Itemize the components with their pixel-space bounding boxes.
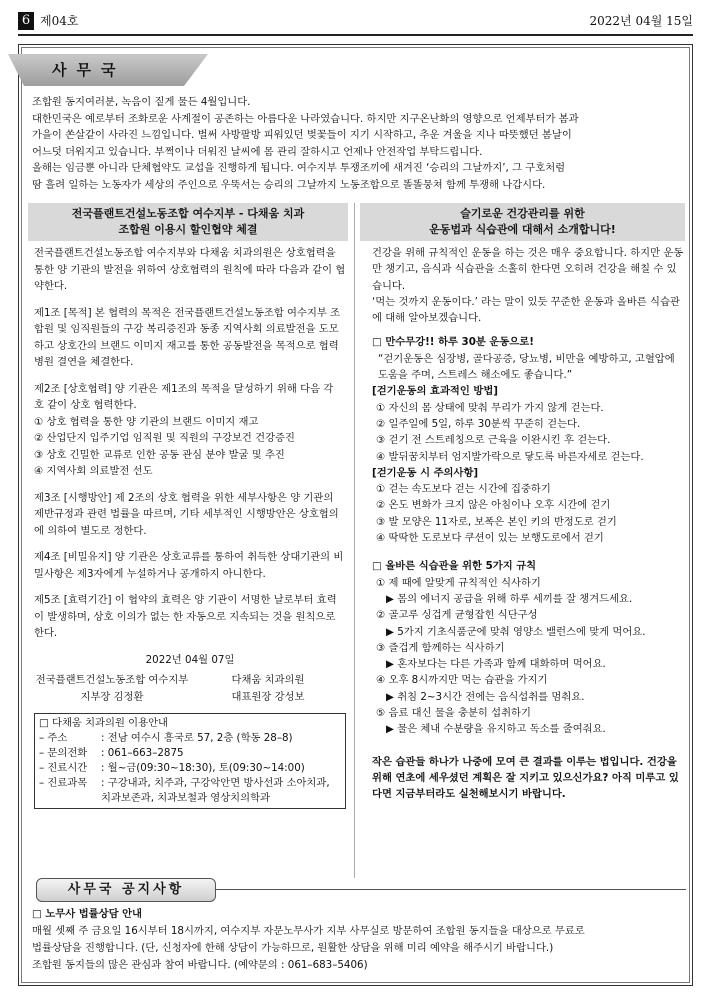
clinic-info-key: – 진료시간 bbox=[39, 762, 88, 774]
closing-message: 작은 습관들 하나가 나중에 모여 큰 결과를 이루는 법입니다. 건강을 위해 연초에 세우셨던 계획은 잘 지키고 있으신가요? 아직 미루고 있다면 지금부터라도 실천해보시기 바랍니다. bbox=[372, 755, 679, 801]
right-heading-line: 슬기로운 건강관리를 위한 bbox=[460, 207, 585, 220]
signer-clinic-org: 다채움 치과의원 bbox=[231, 674, 305, 686]
article-2-item: ③ 상호 긴밀한 교류로 인한 공동 관심 분야 발굴 및 추진 bbox=[34, 448, 285, 461]
right-column-heading bbox=[360, 203, 685, 241]
intro-line: 올해는 임금뿐 아니라 단체협약도 교섭을 진행하게 됩니다. 여수지부 투쟁조끼에 새겨진 ‘승리의 그날까지’, 그 구호처럼 bbox=[32, 162, 566, 174]
sign-date: 2022년 04월 07일 bbox=[145, 653, 235, 666]
diet-rule: ② 골고루 싱겁게 균형잡힌 식단구성 bbox=[376, 609, 538, 622]
diet-rule: ③ 즐겁게 함께하는 식사하기 bbox=[376, 641, 505, 654]
agreement-paragraph: 제1조 [목적] 본 협력의 목적은 전국플랜트건설노동조합 여수지부 조합원 및 임직원들의 구강 복리증진과 동종 지역사회 의료발전을 도모하고 상호간의 브랜드 이미지 재고를 통한 공동발전을 목적으로 협력병원 결연을 체결한다. bbox=[34, 306, 341, 368]
clinic-info-box bbox=[34, 713, 346, 809]
clinic-info-row bbox=[39, 746, 341, 761]
agreement-paragraph: 전국플랜트건설노동조합 여수지부와 다채움 치과의원은 상호협력을 통한 양 기관의 발전을 위하여 상호협력의 원칙에 따라 다음과 같이 협약한다. bbox=[34, 247, 346, 292]
agreement-paragraph: 제3조 [시행방안] 제 2조의 상호 협력을 위한 세부사항은 양 기관의 제반규정과 관련 법률을 따르며, 기타 세부적인 시행방안은 상호협의에 의하여 별도로 정한다. bbox=[34, 491, 339, 537]
clinic-info-row bbox=[39, 761, 341, 776]
clinic-info-title: □ 다채움 치과의원 이용안내 bbox=[39, 717, 168, 729]
clinic-info-key: – 주소 bbox=[39, 732, 68, 744]
agreement-article bbox=[34, 245, 346, 809]
clinic-info-value: : 구강내과, 치주과, 구강악안면 방사선과 소아치과, 치과보존과, 치과보철과 영상치의학과 bbox=[101, 777, 330, 804]
left-heading-line: 전국플랜트건설노동조합 여수지부 - 다채움 치과 bbox=[71, 207, 305, 220]
section-tab bbox=[8, 54, 208, 86]
intro-line: 땀 흘려 일하는 노동자가 세상의 주인으로 우뚝서는 승리의 그날까지 노동조합으로 똘똘뭉쳐 함께 투쟁해 나갑시다. bbox=[32, 178, 546, 191]
clinic-info-row bbox=[39, 731, 341, 746]
article-2 bbox=[34, 381, 346, 480]
exercise-title: □ 만수무강!! 하루 30분 운동으로! bbox=[372, 336, 534, 349]
signer-clinic bbox=[190, 672, 346, 705]
diet-rule: ④ 오후 8시까지만 먹는 습관을 가지기 bbox=[376, 674, 548, 687]
issue-number: 제04호 bbox=[40, 14, 79, 28]
page-number: 6 bbox=[18, 12, 34, 30]
article-2-item: ④ 지역사회 의료발전 선도 bbox=[34, 465, 153, 477]
diet-rule-detail: ▶ 혼자보다는 다른 가족과 함께 대화하며 먹어요. bbox=[386, 658, 606, 671]
diet-rule-detail: ▶ 취침 2~3시간 전에는 음식섭취를 멈춰요. bbox=[386, 690, 585, 703]
notice-body bbox=[32, 906, 682, 974]
caution-item: ② 온도 변화가 크지 않은 아침이나 오후 시간에 걷기 bbox=[376, 499, 611, 512]
signer-union-name: 지부장 김정환 bbox=[80, 690, 144, 703]
left-column-heading bbox=[28, 203, 348, 241]
effective-method-item: ③ 걷기 전 스트레칭으로 근육을 이완시킨 후 걷는다. bbox=[376, 434, 611, 447]
left-heading-line: 조합원 이용시 할인협약 체결 bbox=[118, 223, 258, 236]
diet-rule: ① 제 때에 알맞게 규칙적인 식사하기 bbox=[376, 576, 541, 589]
clinic-info-value: : 월~금(09:30~18:30), 토(09:30~14:00) bbox=[101, 762, 305, 774]
health-intro bbox=[372, 245, 684, 326]
effective-method-item: ④ 발뒤꿈치부터 엄지발가락으로 닿도록 바른자세로 걷는다. bbox=[376, 450, 644, 463]
caution-item: ③ 발 모양은 11자로, 보폭은 본인 키의 반정도로 걷기 bbox=[376, 515, 617, 528]
intro-line: 조합원 동지여러분, 녹음이 짙게 물든 4월입니다. bbox=[32, 96, 251, 108]
health-intro-text: ‘먹는 것까지 운동이다.’ 라는 말이 있듯 꾸준한 운동과 올바른 식습관에 대해 알아보겠습니다. bbox=[372, 295, 680, 325]
agreement-paragraph: 제4조 [비밀유지] 양 기관은 상호교류를 통하여 취득한 상대기관의 비밀사항은 제3자에게 누설하거나 공개하지 아니한다. bbox=[34, 551, 344, 580]
diet-title: □ 올바른 식습관을 위한 5가지 규칙 bbox=[372, 560, 537, 573]
header-rule bbox=[18, 34, 693, 36]
intro-line: 가을이 쏜살같이 사라진 느낌입니다. 벌써 사방팔방 피워있던 벚꽃들이 지기 시작하고, 추운 겨울을 지나 따뜻했던 봄날이 bbox=[32, 129, 572, 141]
right-heading-line: 운동법과 식습관에 대해서 소개합니다! bbox=[429, 223, 616, 236]
article-2-item: ② 산업단지 입주기업 임직원 및 직원의 구강보건 건강증진 bbox=[34, 432, 295, 444]
article-2-intro: 제2조 [상호협력] 양 기관은 제1조의 목적을 달성하기 위해 다음 각 호 같이 상호 협력한다. bbox=[34, 382, 334, 411]
section-title: 사무국 bbox=[52, 61, 126, 79]
diet-rule-detail: ▶ 물은 체내 수분량을 유지하고 독소를 줄여줘요. bbox=[386, 723, 606, 736]
signatures bbox=[34, 672, 346, 705]
notice-title: 사무국 공지사항 bbox=[36, 878, 216, 902]
caution-item: ④ 딱딱한 도로보다 쿠션이 있는 보행도로에서 걷기 bbox=[376, 532, 604, 545]
notice-line: 조합원 동지들의 많은 관심과 참여 바랍니다. (예약문의 : 061–683–5406) bbox=[32, 959, 368, 971]
issue-date: 2022년 04월 15일 bbox=[589, 14, 693, 28]
intro-line: 대한민국은 예로부터 조화로운 사계절이 공존하는 아름다운 나라였습니다. 하지만 지구온난화의 영향으로 언제부터가 봄과 bbox=[32, 112, 579, 125]
exercise-quote: “걷기운동은 심장병, 골다공증, 당뇨병, 비만을 예방하고, 고혈압에 도움을 주며, 스트레스 해소에도 좋습니다.” bbox=[378, 352, 675, 382]
clinic-info-key: – 문의전화 bbox=[39, 747, 88, 759]
signer-union bbox=[34, 672, 190, 705]
clinic-info-value: : 전남 여수시 흥국로 57, 2층 (학동 28–8) bbox=[101, 732, 293, 744]
diet-rule: ⑤ 음료 대신 물을 충분히 섭취하기 bbox=[376, 707, 531, 720]
diet-rule-detail: ▶ 몸의 에너지 공급을 위해 하루 세끼를 잘 챙겨드세요. bbox=[386, 592, 633, 605]
clinic-info-key: – 진료과목 bbox=[39, 777, 88, 789]
signer-union-org: 전국플랜트건설노동조합 여수지부 bbox=[35, 674, 189, 686]
caution-item: ① 걷는 속도보다 걷는 시간에 집중하기 bbox=[376, 483, 551, 496]
intro-text bbox=[32, 94, 682, 193]
signer-clinic-name: 대표원장 강성보 bbox=[231, 690, 305, 703]
diet-rule-detail: ▶ 5가지 기초식품군에 맞춰 영양소 밸런스에 맞게 먹어요. bbox=[386, 625, 646, 638]
clinic-info-value: : 061–663–2875 bbox=[101, 747, 184, 759]
notice-line: 매월 셋째 주 금요일 16시부터 18시까지, 여수지부 자문노무사가 지부 사무실로 방문하여 조합원 동지들을 대상으로 무료로 bbox=[32, 925, 585, 937]
intro-line: 어느덧 더워지고 있습니다. 부쩍이나 더워진 날씨에 몸 관리 잘하시고 언제나 안전작업 부탁드립니다. bbox=[32, 145, 483, 158]
agreement-paragraph: 제5조 [효력기간] 이 협약의 효력은 양 기관이 서명한 날로부터 효력이 발생하며, 상호 이의가 없는 한 자동으로 지속되는 것을 원칙으로 한다. bbox=[34, 594, 337, 639]
page-header bbox=[18, 12, 693, 32]
notice-heading: □ 노무사 법률상담 안내 bbox=[32, 908, 143, 920]
clinic-info-row bbox=[39, 776, 341, 806]
column-divider bbox=[354, 203, 355, 878]
effective-method-title: [걷기운동의 효과적인 방법] bbox=[372, 385, 498, 398]
notice-rule bbox=[216, 889, 686, 890]
article-2-item: ① 상호 협력을 통한 양 기관의 브랜드 이미지 재고 bbox=[34, 415, 259, 428]
notice-line: 법률상담을 진행합니다. (단, 신청자에 한해 상담이 가능하므로, 원활한 상담을 위해 미리 예약을 해주시기 바랍니다.) bbox=[32, 942, 554, 954]
effective-method-item: ① 자신의 몸 상태에 맞춰 무리가 가지 않게 걷는다. bbox=[376, 401, 604, 414]
caution-title: [걷기운동 시 주의사항] bbox=[372, 466, 479, 479]
health-intro-text: 건강을 위해 규칙적인 운동을 하는 것은 매우 중요합니다. 하지만 운동만 챙기고, 음식과 식습관을 소홀히 한다면 오히려 건강을 해칠 수 있습니다. bbox=[372, 247, 684, 292]
health-article bbox=[372, 245, 684, 803]
effective-method-item: ② 일주일에 5일, 하루 30분씩 꾸준히 걷는다. bbox=[376, 417, 581, 430]
